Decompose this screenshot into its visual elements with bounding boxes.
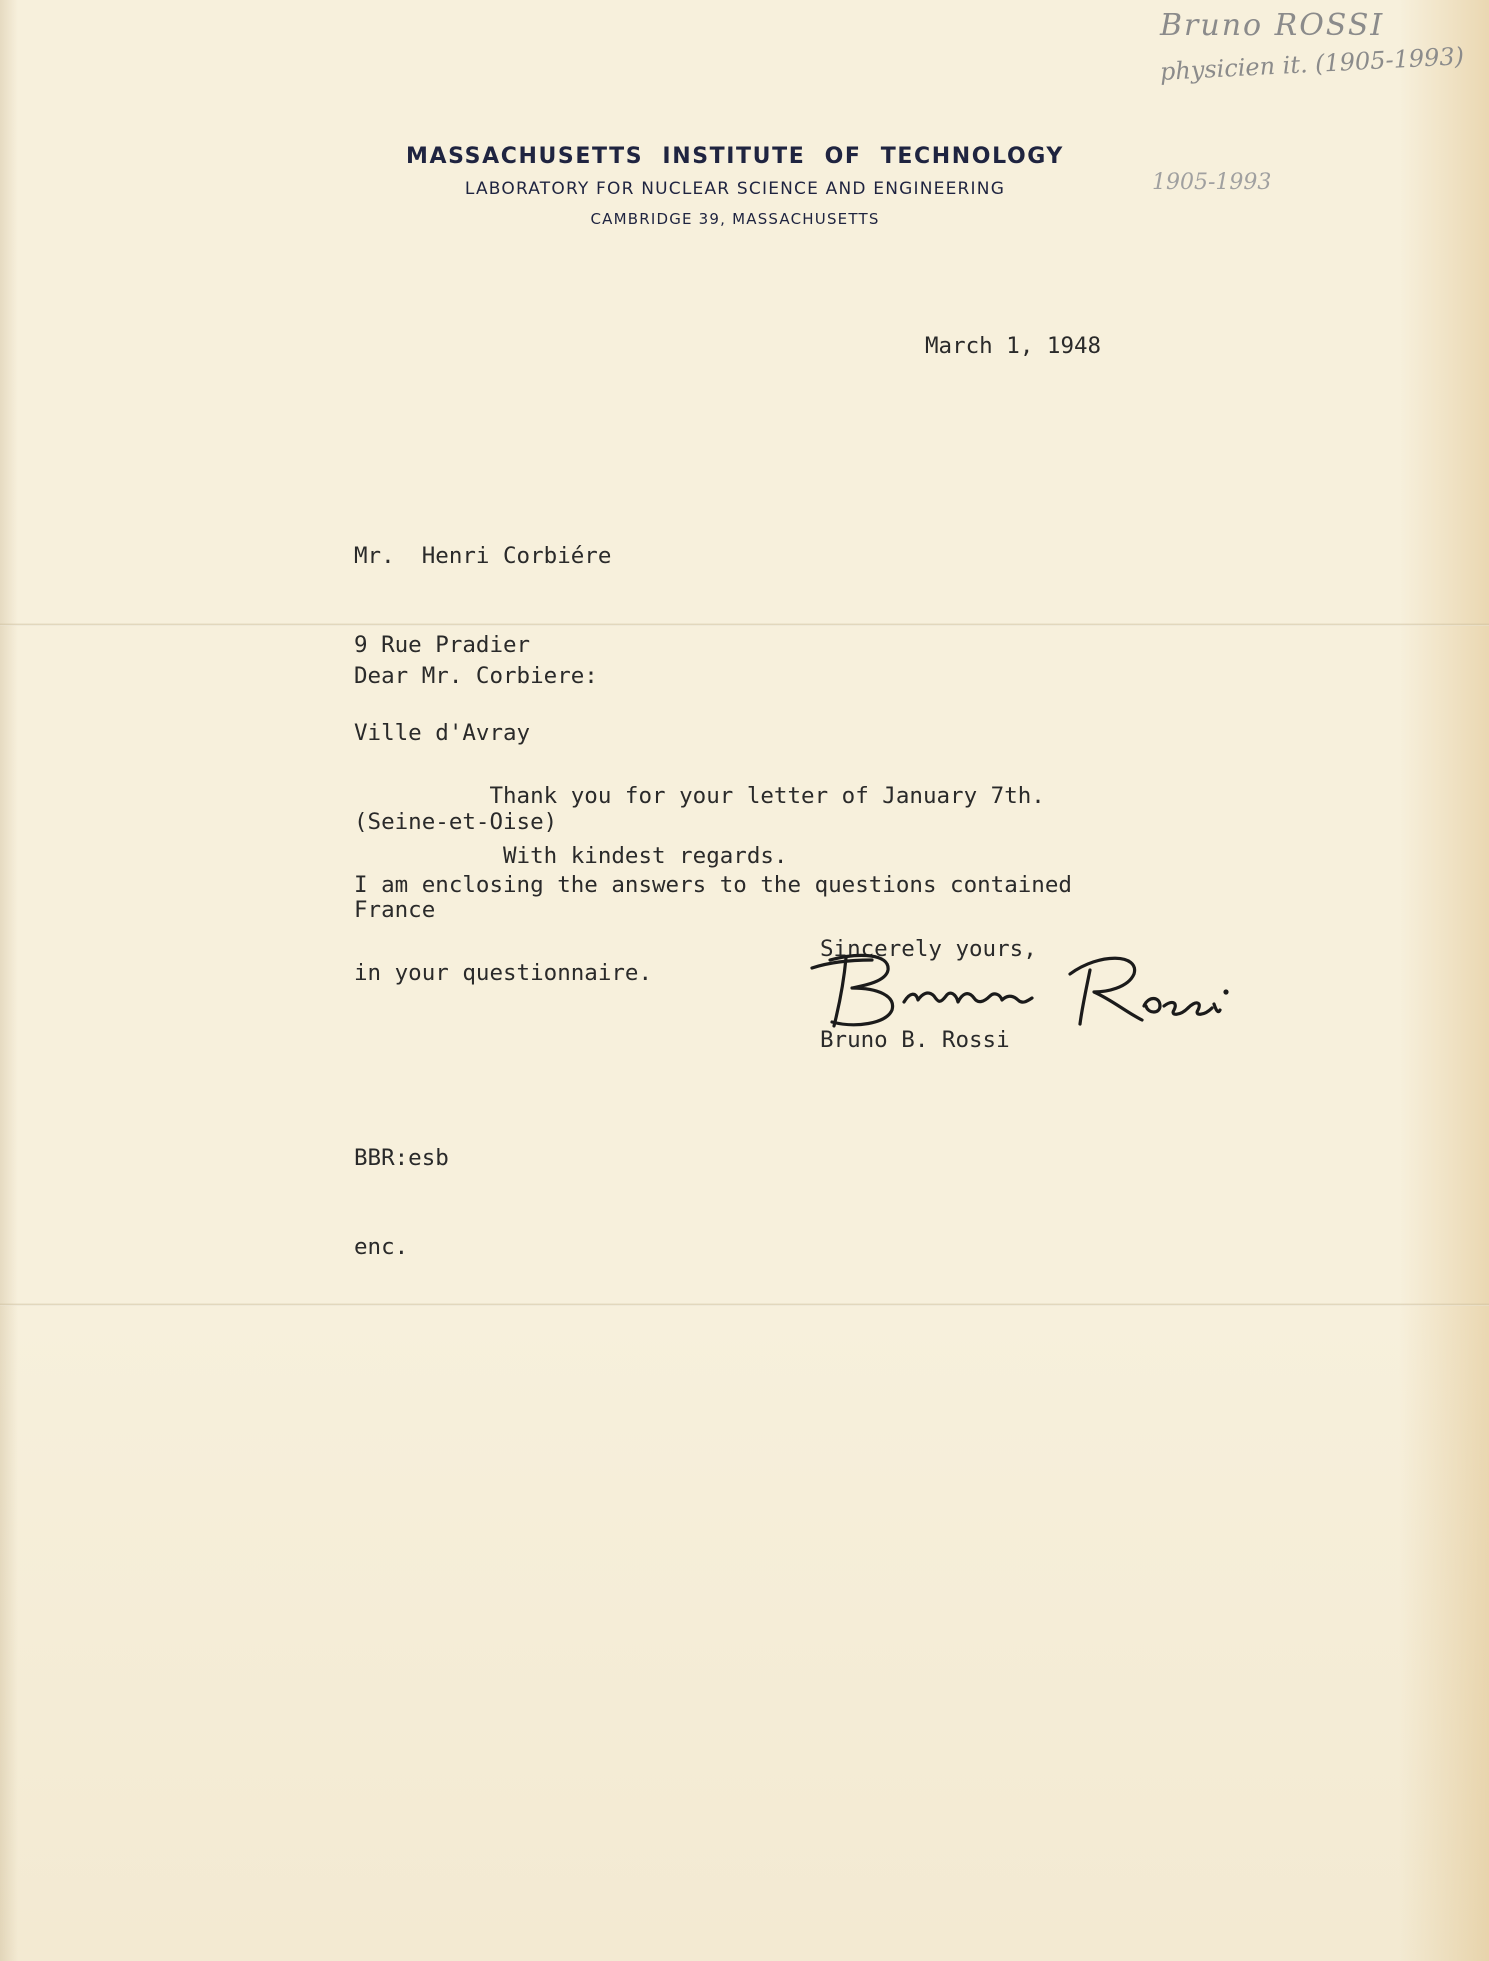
regards-line: With kindest regards. bbox=[503, 843, 788, 869]
pencil-annotation-name: Bruno ROSSI bbox=[1160, 8, 1385, 43]
reference-line: BBR:esb bbox=[354, 1145, 449, 1171]
recipient-line: 9 Rue Pradier bbox=[354, 631, 531, 658]
body-line: Thank you for your letter of January 7th. bbox=[354, 783, 1045, 809]
pencil-annotation-dates: 1905-1993 bbox=[1152, 170, 1272, 195]
recipient-line: Mr. Henri Corbiére bbox=[354, 543, 612, 569]
closing-line: Sincerely yours, bbox=[820, 936, 1037, 962]
letterhead-institution: MASSACHUSETTS INSTITUTE OF TECHNOLOGY bbox=[406, 144, 1064, 169]
paper-fold bbox=[0, 623, 1489, 626]
signer-name: Bruno B. Rossi bbox=[820, 1027, 1010, 1053]
body-line: in your questionnaire. bbox=[354, 960, 653, 986]
salutation: Dear Mr. Corbiere: bbox=[354, 663, 598, 689]
pencil-annotation-role: physicien it. (1905-1993) bbox=[1159, 42, 1465, 86]
recipient-line: (Seine-et-Oise) bbox=[354, 808, 558, 835]
handwritten-signature bbox=[800, 940, 1280, 1040]
letterhead-laboratory: LABORATORY FOR NUCLEAR SCIENCE AND ENGINEERING bbox=[464, 179, 1006, 199]
recipient-line: France bbox=[354, 897, 436, 923]
letterhead bbox=[340, 142, 1130, 230]
letterhead-address: CAMBRIDGE 39, MASSACHUSETTS bbox=[590, 210, 880, 228]
recipient-line: Ville d'Avray bbox=[354, 720, 531, 746]
letter-date: March 1, 1948 bbox=[925, 333, 1102, 359]
body-line: I am enclosing the answers to the questions contained bbox=[354, 871, 1072, 898]
enclosure-line: enc. bbox=[354, 1233, 409, 1260]
reference-initials bbox=[354, 1085, 449, 1321]
paper-fold bbox=[0, 1303, 1489, 1306]
